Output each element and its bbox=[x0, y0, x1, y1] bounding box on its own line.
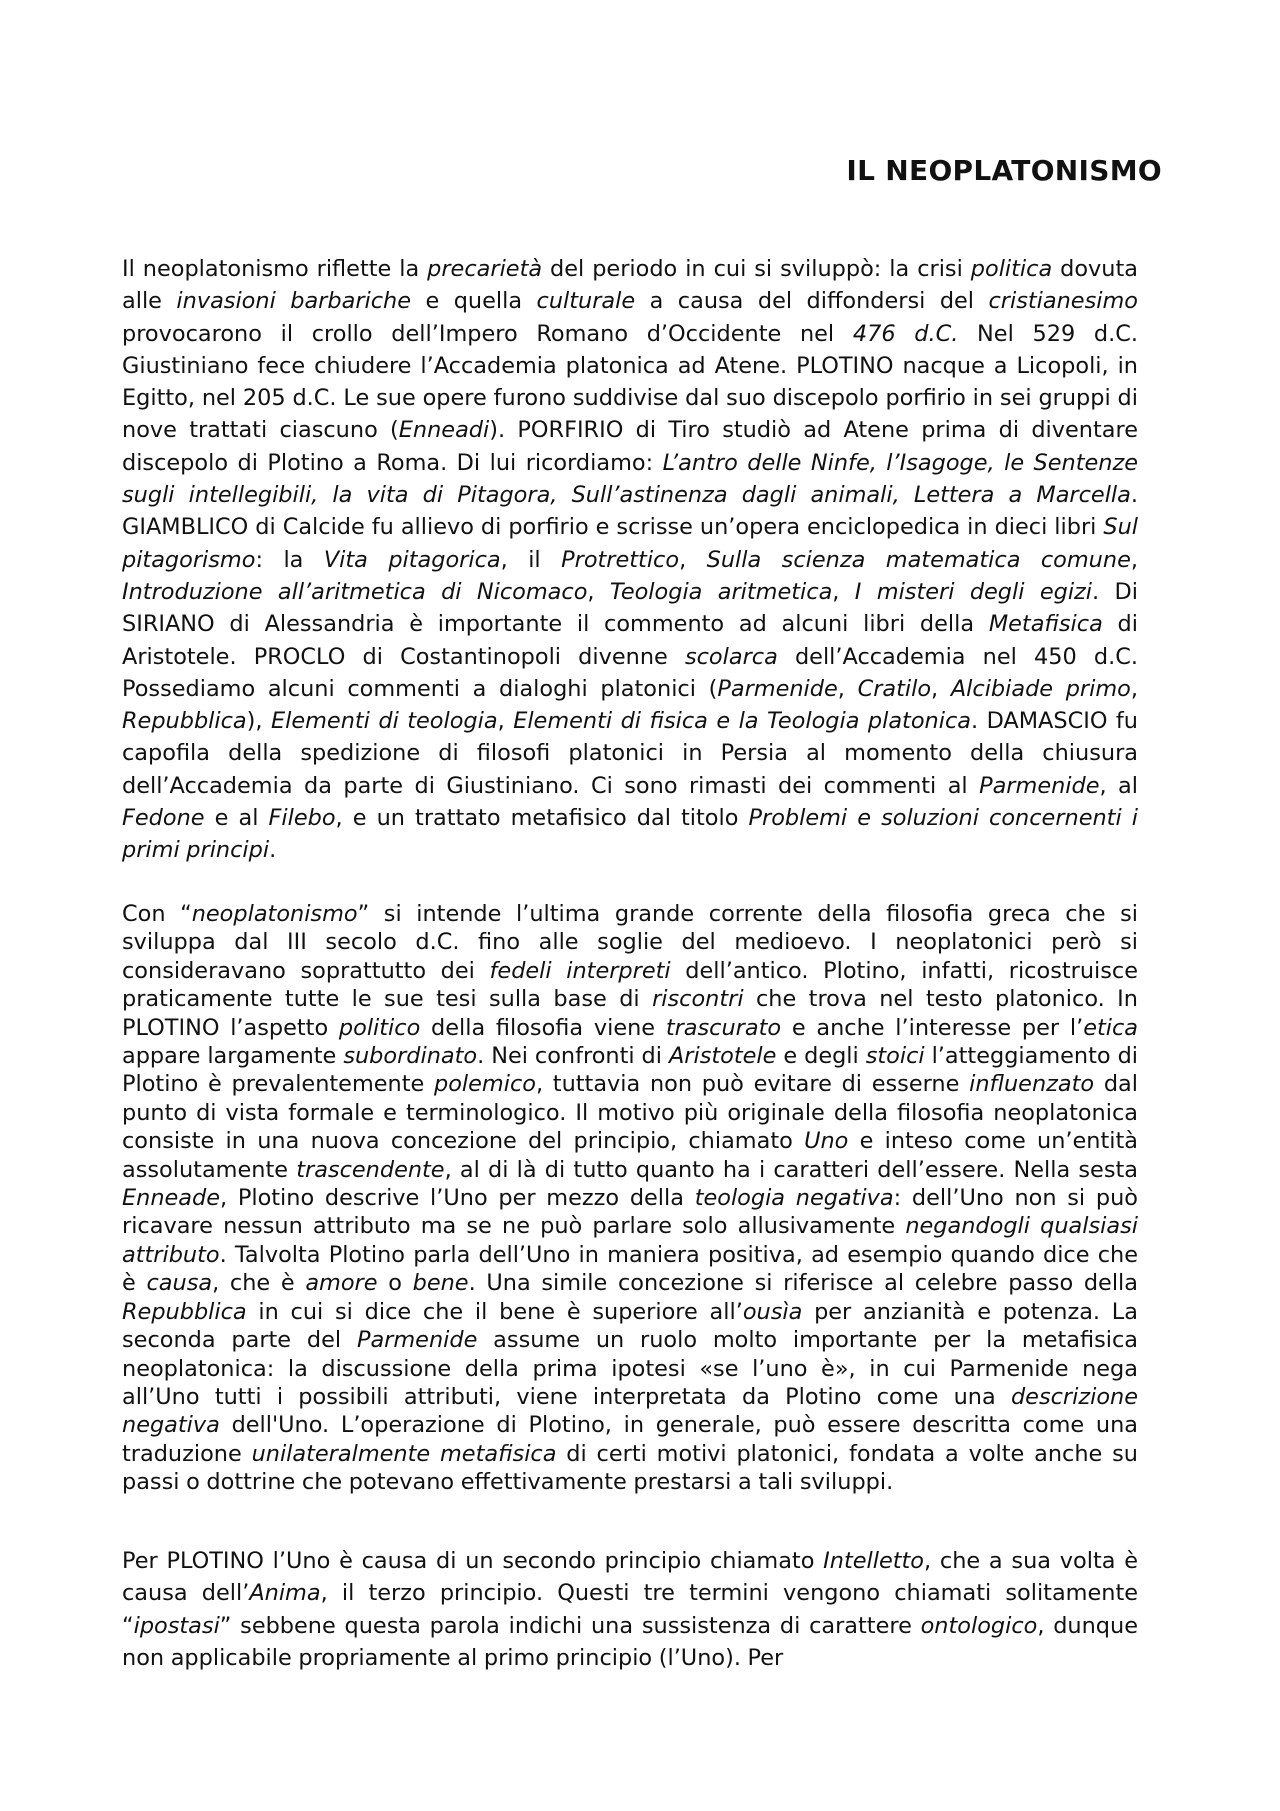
text-run: . Una simile concezione si riferisce al celebre passo della bbox=[468, 1270, 1138, 1297]
text-run: di Aristotele. PROCLO di Costantinopoli divenne bbox=[122, 611, 1138, 670]
text-run: . Nei confronti di bbox=[477, 1043, 669, 1070]
text-run: di certi motivi platonici, fondata a volte anche su passi o dottrine che potevano effettivamente prestarsi a tali sviluppi. bbox=[122, 1440, 1138, 1496]
italic-text-run: teologia negativa bbox=[694, 1185, 894, 1212]
text-run: , bbox=[1130, 546, 1138, 573]
italic-text-run: trascendente bbox=[296, 1156, 445, 1183]
text-run: Nel 529 d.C. Giustiniano fece chiudere l’Accademia platonica ad Atene. PLOTINO nacque a Licopoli, in Egitto, nel 205 d.C. Le sue opere furono suddivise dal suo discepolo porfirio in sei gruppi di nove trattati ciascuno ( bbox=[122, 320, 1138, 444]
text-run: dal punto di vista formale e terminologico. Il motivo più originale della filosofia neoplatonica consiste in una nuova concezione del principio, chiamato bbox=[122, 1071, 1138, 1155]
text-run: . DAMASCIO fu capofila della spedizione di filosofi platonici in Persia al momento della chiusura dell’Accademia da parte di Giustiniano. Ci sono rimasti dei commenti al bbox=[122, 708, 1138, 799]
text-run: , bbox=[679, 546, 707, 573]
italic-text-run: influenzato bbox=[969, 1071, 1095, 1098]
italic-text-run: Alcibiade primo bbox=[950, 675, 1131, 702]
italic-text-run: trascurato bbox=[665, 1014, 782, 1041]
italic-text-run: descrizione negativa bbox=[122, 1383, 1138, 1439]
text-run: e degli bbox=[776, 1043, 866, 1070]
paragraph-intro bbox=[122, 253, 1138, 867]
text-run: assume un ruolo molto importante per la metafisica neoplatonica: la discussione della prima ipotesi «se l’uno è», in cui Parmenide nega all’Uno tutti i possibili attributi, viene interpretata da Plotino come una bbox=[122, 1327, 1138, 1410]
italic-text-run: Parmenide bbox=[717, 675, 838, 702]
text-run: Il neoplatonismo riflette la bbox=[122, 256, 428, 282]
text-run: ). PORFIRIO di Tiro studiò ad Atene prima di diventare discepolo di Plotino a Roma. Di lui ricordiamo: bbox=[122, 417, 1138, 476]
text-run: l’atteggiamento di Plotino è prevalentemente bbox=[122, 1043, 1138, 1098]
text-run: in cui si dice che il bene è superiore all’ bbox=[246, 1298, 743, 1325]
text-run: , che è bbox=[212, 1270, 306, 1297]
italic-text-run: Enneadi bbox=[398, 417, 490, 444]
text-run: , Plotino descrive l’Uno per mezzo della bbox=[220, 1185, 695, 1212]
italic-text-run: politica bbox=[970, 256, 1053, 282]
italic-text-run: I misteri degli egizi bbox=[854, 578, 1093, 605]
text-run: , tuttavia non può evitare di esserne bbox=[535, 1071, 970, 1098]
italic-text-run: Aristotele bbox=[668, 1043, 777, 1070]
italic-text-run: scolarca bbox=[684, 643, 778, 670]
paragraph-hypostases bbox=[122, 1545, 1138, 1675]
italic-text-run: Elementi di fisica e la Teologia platonica bbox=[513, 708, 971, 735]
italic-text-run: Uno bbox=[804, 1128, 849, 1155]
text-run: o bbox=[377, 1270, 413, 1297]
italic-text-run: Cratilo bbox=[857, 675, 932, 702]
italic-text-run: Parmenide bbox=[356, 1327, 478, 1354]
italic-text-run: negandogli qualsiasi attributo bbox=[122, 1213, 1138, 1268]
text-run: . Di SIRIANO di Alessandria è importante il commento ad alcuni libri della bbox=[122, 578, 1138, 638]
italic-text-run: ontologico bbox=[920, 1612, 1038, 1639]
text-run: ” sebbene questa parola indichi una sussistenza di carattere bbox=[219, 1612, 921, 1639]
text-run: dell'Uno. L’operazione di Plotino, in generale, può essere descritta come una traduzione bbox=[122, 1412, 1138, 1467]
text-run: , al bbox=[1099, 772, 1138, 799]
italic-text-run: precarietà bbox=[427, 256, 543, 282]
text-run: dell’antico. Plotino, infatti, ricostruisce praticamente tutte le sue tesi sulla base di bbox=[122, 957, 1139, 1013]
text-run: , bbox=[587, 578, 610, 605]
text-run: , bbox=[1130, 675, 1138, 702]
italic-text-run: Enneade bbox=[122, 1185, 221, 1212]
italic-text-run: politico bbox=[338, 1014, 421, 1041]
italic-text-run: L’antro delle Ninfe, l’Isagoge, le Sentenze sugli intellegibili, la vita di Pitagora, Sull’astinenza dagli animali, Lettera a Marcella bbox=[122, 449, 1139, 509]
text-run: , bbox=[931, 675, 951, 702]
italic-text-run: riscontri bbox=[652, 986, 744, 1013]
italic-text-run: Sul pitagorismo bbox=[122, 514, 1138, 573]
text-run: e inteso come un’entità assolutamente bbox=[122, 1128, 1139, 1183]
text-run: , bbox=[497, 708, 514, 735]
italic-text-run: Intelletto bbox=[823, 1548, 924, 1574]
italic-text-run: Repubblica bbox=[122, 1298, 247, 1325]
text-run: appare largamente bbox=[122, 1043, 344, 1070]
text-run: dell’Accademia nel 450 d.C. Possediamo alcuni commenti a dialoghi platonici ( bbox=[122, 643, 1139, 702]
italic-text-run: stoici bbox=[865, 1043, 925, 1070]
italic-text-run: etica bbox=[1083, 1014, 1138, 1041]
text-run: e anche l’interesse per l’ bbox=[781, 1014, 1084, 1041]
italic-text-run: Protrettico bbox=[561, 546, 680, 573]
italic-text-run: Introduzione all’aritmetica di Nicomaco bbox=[122, 578, 588, 605]
page-title: IL NEOPLATONISMO bbox=[846, 154, 1162, 187]
text-run: provocarono il crollo dell’Impero Romano d’Occidente nel bbox=[122, 320, 853, 347]
text-run: Con “ bbox=[122, 901, 192, 927]
italic-text-run: fedeli interpreti bbox=[489, 957, 671, 984]
italic-text-run: neoplatonismo bbox=[191, 901, 358, 927]
text-run: e quella bbox=[411, 288, 537, 315]
italic-text-run: Problemi e soluzioni concernenti i primi principi bbox=[122, 805, 1138, 864]
text-run: Per PLOTINO l’Uno è causa di un secondo principio chiamato bbox=[122, 1548, 824, 1574]
text-run: e al bbox=[204, 805, 269, 832]
text-run: , che a sua volta è causa dell’ bbox=[122, 1548, 1138, 1607]
italic-text-run: Filebo bbox=[268, 805, 336, 832]
italic-text-run: Vita pitagorica bbox=[323, 546, 501, 573]
text-run: a causa del diffondersi del bbox=[635, 288, 989, 315]
text-run: ), bbox=[246, 708, 271, 735]
text-run: del periodo in cui si sviluppò: la crisi bbox=[542, 256, 971, 282]
text-run: , il bbox=[500, 546, 562, 573]
italic-text-run: Repubblica bbox=[122, 708, 247, 735]
text-run: , dunque non applicabile propriamente al primo principio (l’Uno). Per bbox=[122, 1612, 1138, 1672]
italic-text-run: causa bbox=[146, 1270, 213, 1297]
paragraph-neoplatonism-definition bbox=[122, 900, 1138, 1497]
italic-text-run: Anima bbox=[249, 1580, 321, 1607]
text-run: , e un trattato metafisico dal titolo bbox=[335, 805, 749, 832]
text-run: dovuta alle bbox=[122, 256, 1138, 315]
italic-text-run: amore bbox=[305, 1270, 378, 1297]
italic-text-run: invasioni barbariche bbox=[176, 288, 412, 315]
italic-text-run: ipostasi bbox=[133, 1612, 220, 1639]
italic-text-run: bene bbox=[412, 1270, 469, 1297]
text-run: della filosofia viene bbox=[420, 1014, 666, 1041]
text-run: che trova nel testo platonico. In PLOTINO l’aspetto bbox=[122, 986, 1138, 1041]
text-run: . GIAMBLICO di Calcide fu allievo di porfirio e scrisse un’opera enciclopedica in dieci libri bbox=[122, 482, 1138, 541]
text-run: , bbox=[837, 675, 858, 702]
text-run: : dell’Uno non si può ricavare nessun attributo ma se ne può parlare solo allusivamente bbox=[122, 1185, 1138, 1240]
text-run: : la bbox=[255, 546, 324, 573]
italic-text-run: cristianesimo bbox=[988, 288, 1138, 315]
italic-text-run: culturale bbox=[536, 288, 636, 315]
italic-text-run: ousìa bbox=[742, 1298, 803, 1325]
italic-text-run: Elementi di teologia bbox=[270, 708, 498, 735]
text-run: . bbox=[269, 837, 277, 864]
italic-text-run: subordinato bbox=[343, 1043, 478, 1070]
text-run: , il terzo principio. Questi tre termini vengono chiamati solitamente “ bbox=[122, 1580, 1138, 1639]
text-run: , al di là di tutto quanto ha i caratteri dell’essere. Nella sesta bbox=[444, 1156, 1138, 1183]
text-run: . Talvolta Plotino parla dell’Uno in maniera positiva, ad esempio quando dice che è bbox=[122, 1241, 1138, 1297]
italic-text-run: polemico bbox=[434, 1071, 536, 1098]
italic-text-run: Fedone bbox=[122, 805, 205, 832]
italic-text-run: Sulla scienza matematica comune bbox=[706, 546, 1131, 573]
text-run: ” si intende l’ultima grande corrente della filosofia greca che si sviluppa dal III secolo d.C. fino alle soglie del medioevo. I neoplatonici però si consideravano soprattutto dei bbox=[122, 901, 1138, 984]
italic-text-run: unilateralmente metafisica bbox=[251, 1440, 557, 1467]
text-run: per anzianità e potenza. La seconda parte del bbox=[122, 1298, 1138, 1354]
italic-text-run: 476 d.C. bbox=[852, 320, 959, 347]
text-run: , bbox=[832, 578, 855, 605]
italic-text-run: Parmenide bbox=[979, 772, 1100, 799]
italic-text-run: Metafisica bbox=[988, 611, 1103, 638]
italic-text-run: Teologia aritmetica bbox=[609, 578, 833, 605]
